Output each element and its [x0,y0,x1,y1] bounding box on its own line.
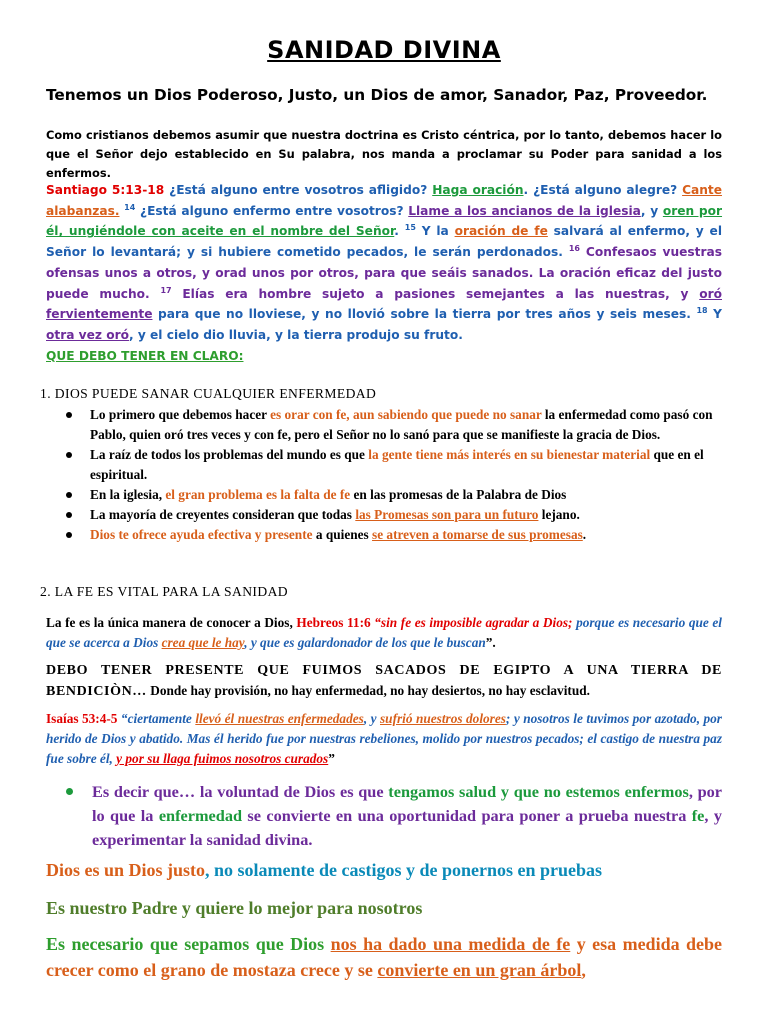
highlight-text: Dios te ofrece ayuda efectiva y presente [90,527,313,542]
text-segment: se convierte en una oportunidad para poner a prueba nuestra [242,806,692,825]
highlight-text: Cante alabanzas. [46,183,722,218]
text-segment: ¿Está alguno enfermo entre vosotros? [135,203,409,218]
text-segment: Y [707,307,722,322]
list-item [66,445,724,485]
list-item [66,525,724,545]
highlight-text: enfermedad [158,806,243,825]
scripture-reference: Isaías 53:4-5 [46,711,118,726]
text-segment: en las promesas de la Palabra de Dios [350,487,567,502]
text-segment: DEBO TENER PRESENTE QUE FUIMOS SACADOS DE EGIPTO A UNA TIERRA DE BENDICIÒN… [46,663,722,699]
text-segment: ¿Está alguno entre vosotros afligido? [164,183,433,197]
text-segment: Elías era hombre sujeto a pasiones semejantes a las nuestras, y [171,286,700,301]
intro-paragraph: Como cristianos debemos asumir que nuestra doctrina es Cristo céntrica, por lo tanto, debemos hacer lo que el Señor dejo establecido en Su palabra, nos manda a proclamar su Poder para sanidad a los enfermos. [46,128,722,180]
quote-text: “sin fe es imposible agradar a Dios; [370,615,577,630]
highlight-text: tengamos salud y que no estemos enfermos [388,782,689,801]
bullet-icon [66,532,72,538]
bullet-icon [66,412,72,418]
highlight-text: crea que le hay [161,635,245,650]
quote-text: “ciertamente [117,711,196,726]
subtitle: Tenemos un Dios Poderoso, Justo, un Dios de amor, Sanador, Paz, Proveedor. [46,86,708,104]
highlight-text: otra vez oró [46,327,129,342]
text-segment: salvará al enfermo, y el Señor lo levantará; y si hubiere cometido pecados, le serán perdonados. [46,224,723,260]
verse-number: 15 [404,223,416,233]
highlight-text: fe [691,806,705,825]
measure-of-faith-paragraph [46,931,722,983]
bullet-icon [66,788,73,795]
text-segment: ”. [485,635,496,650]
highlight-text: sufrió nuestros dolores [380,711,506,726]
text-segment: Es nuestro Padre y quiere lo mejor para nosotros [46,898,423,918]
text-segment: La mayoría de creyentes consideran que todas [90,507,356,522]
bullet-icon [66,492,72,498]
will-of-god-bullet [66,780,722,852]
section-label: QUE DEBO TENER EN CLARO: [46,348,244,363]
bullet-icon [66,452,72,458]
text-segment: En la iglesia, [90,487,166,502]
text-segment: ” [328,751,335,766]
text-segment: , y experimentar la sanidad divina. [92,806,722,849]
highlight-text: nos ha dado una medida de fe [330,934,571,954]
text-segment: y esa medida debe crecer como el grano de mostaza crece y se [46,934,723,980]
text-segment: Donde hay provisión, no hay enfermedad, no hay desiertos, no hay esclavitud. [146,683,590,698]
verse-number: 16 [568,244,580,254]
text-segment: la enfermedad como pasó con Pablo, quien oró tres veces y con fe, pero el Señor no lo sanó para que se manifieste la gracia de Dios. [90,407,713,442]
quote-text: porque es necesario que el que se acerca a Dios [46,615,722,650]
text-segment: La raíz de todos los problemas del mundo es que [90,447,369,462]
highlight-text: llevó él nuestras enfermedades [195,711,364,726]
scripture-paragraph [46,180,722,366]
list-item [66,405,724,445]
text-segment: , no solamente de castigos y de ponernos en pruebas [205,860,603,880]
highlight-text: Llame a los ancianos de la iglesia [408,203,641,218]
faith-paragraph [46,613,722,653]
highlight-text: Dios es un Dios justo [46,860,206,880]
highlight-text: las Promesas son para un futuro [355,507,539,522]
text-segment: Confesaos vuestras ofensas unos a otros, y orad unos por otros, para que seáis sanados. La oración eficaz del justo puede mucho. [46,245,723,301]
highlight-text: Haga oración [432,183,524,197]
text-segment: para que no lloviese, y no llovió sobre la tierra por tres años y seis meses. [152,307,691,322]
highlight-text: oración de fe [454,224,548,239]
verse-number: 18 [696,306,708,316]
highlight-text: el gran problema es la falta de fe [165,487,351,502]
highlight-text: la gente tiene más interés en su bienestar material [368,447,651,462]
quote-text: ; y nosotros le tuvimos por azotado, por herido de Dios y abatido. Mas él herido fue por nuestras rebeliones, molido por nuestros pecados; el castigo de nuestra paz fue sobre él, [46,711,722,766]
isaiah-paragraph [46,709,722,769]
text-segment: . ¿Está alguno alegre? [523,183,683,197]
highlight-text: oró fervientemente [46,286,722,322]
list-item [66,505,724,525]
text-segment: que en el espiritual. [90,447,704,482]
list-item [66,485,724,505]
text-segment: , por lo que la [92,782,723,825]
verse-number: 17 [160,285,172,295]
text-segment: Es necesario que sepamos que Dios [46,934,331,954]
father-line [46,895,722,921]
text-segment: . [394,224,399,239]
text-segment: Y la [415,224,455,239]
highlight-text: se atreven a tomarse de sus promesas [372,527,583,542]
text-segment: lejano. [538,507,580,522]
just-god-line [46,857,722,883]
text-segment: La fe es la única manera de conocer a Dios, [46,615,297,630]
text-segment: , [581,960,586,980]
verse-number: 14 [124,202,136,212]
text-segment: a quienes [312,527,373,542]
highlight-text: y por su llaga fuimos nosotros curados [116,751,329,766]
text-segment: Es decir que… la voluntad de Dios es que [92,782,389,801]
highlight-text: convierte en un gran árbol [377,960,582,980]
section-heading-2: 2. LA FE ES VITAL PARA LA SANIDAD [40,584,289,599]
highlight-text: oren por él, ungiéndole con aceite en el nombre del Señor [46,203,723,239]
quote-text: , y [363,711,380,726]
text-segment: , y [640,203,663,218]
bullet-list-1 [66,405,724,545]
section-heading-1: 1. DIOS PUEDE SANAR CUALQUIER ENFERMEDAD [40,386,377,401]
egypt-paragraph [46,661,722,702]
quote-text: , y que es galardonador de los que le buscan [244,635,486,650]
page-title: SANIDAD DIVINA [267,36,501,64]
bullet-icon [66,512,72,518]
scripture-reference: Hebreos 11:6 [296,615,371,630]
text-segment: Lo primero que debemos hacer [90,407,271,422]
scripture-reference: Santiago 5:13-18 [46,183,165,197]
text-segment: , y el cielo dio lluvia, y la tierra produjo su fruto. [128,327,463,342]
text-segment: . [582,527,587,542]
highlight-text: es orar con fe, aun sabiendo que puede no sanar [270,407,542,422]
